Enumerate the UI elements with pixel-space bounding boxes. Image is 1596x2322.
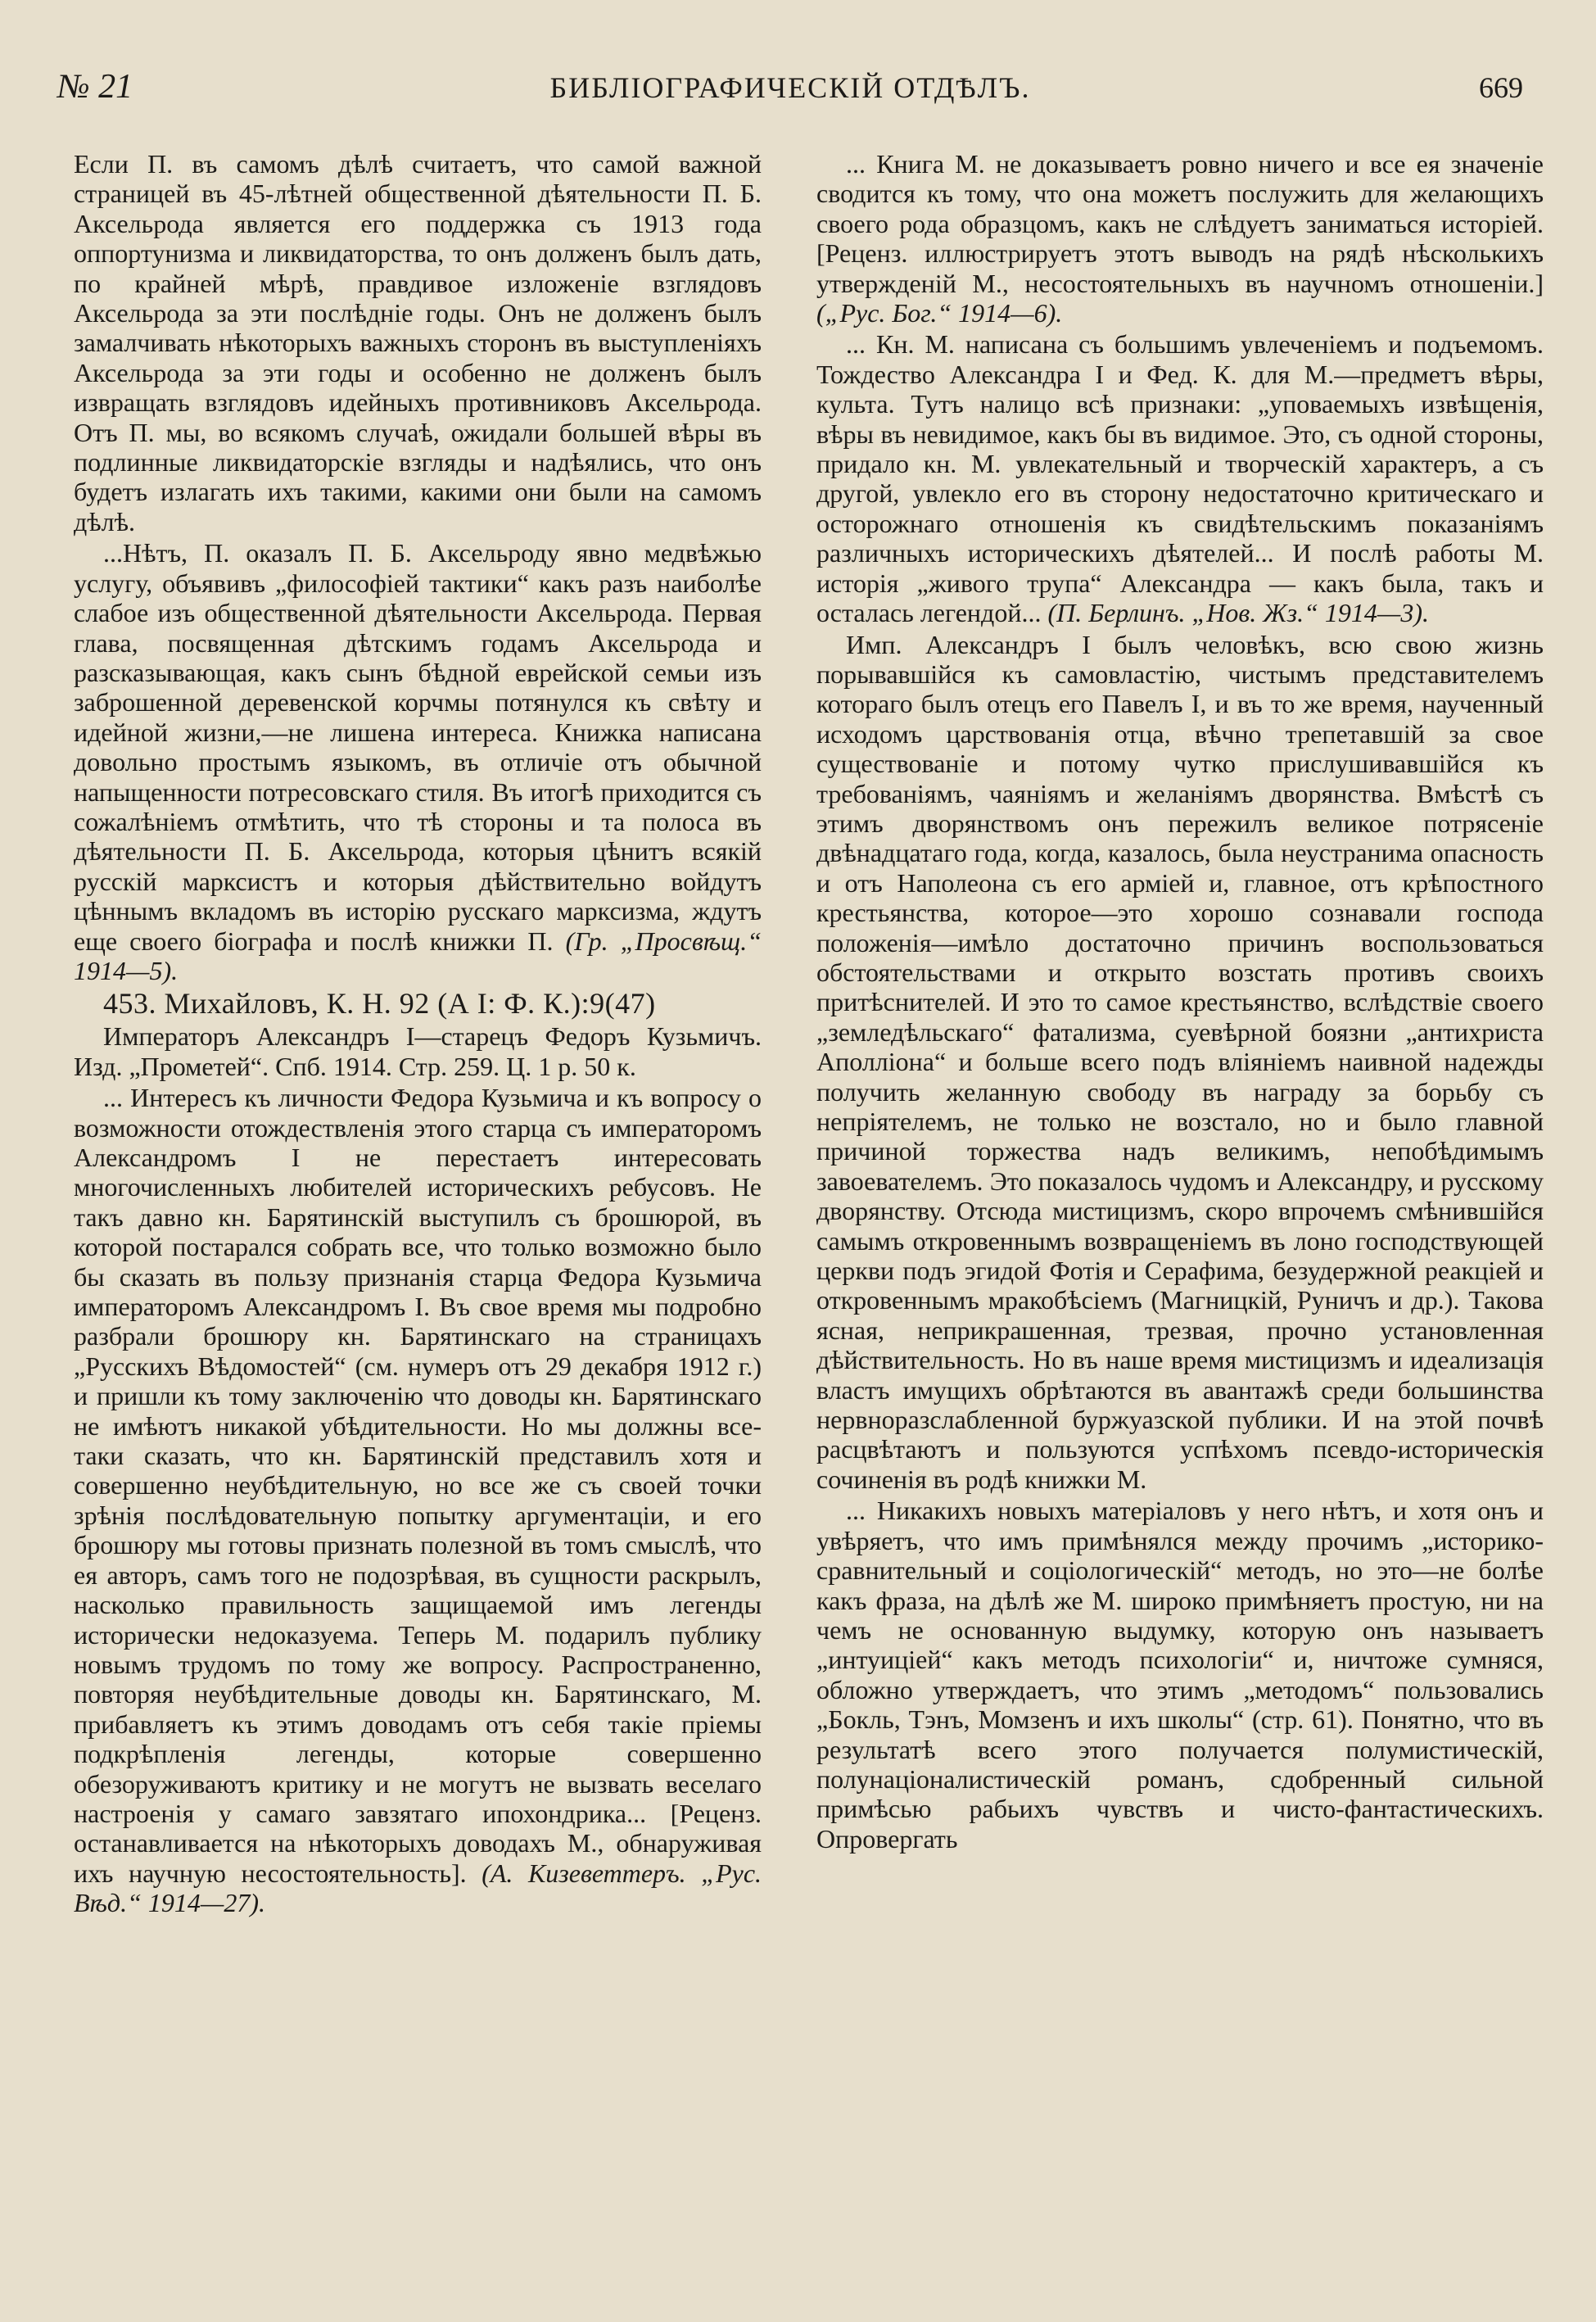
paragraph-text: ... Кн. М. написана съ большимъ увлеченіемъ и подъемомъ. Тождество Александра I и Фед. К. для М.—предметъ вѣры, культа. Тутъ налицо всѣ признаки: „уповаемыхъ извѣщенія, вѣры въ невидимое, какъ бы въ видимое. Это, съ одной стороны, придало кн. М. увлекательный и творческій характеръ, а съ другой, увлекло его въ сторону недостаточно критическаго и осторожнаго отношенія къ свидѣтельскимъ показаніямъ различныхъ историческихъ дѣятелей... И послѣ работы М. исторія „живого трупа“ Александра — какъ была, такъ и осталась легендой... [816,329,1544,628]
page-header [57,67,1523,116]
paragraph: Имп. Александръ I былъ человѣкъ, всю свою жизнь порывавшійся къ самовластію, чистымъ представителемъ котораго былъ отецъ его Павелъ I, и въ то же время, наученный исходомъ царствованія отца, вѣчно трепетавшій за свое существованіе и потому чутко прислушивавшійся къ требованіямъ, чаяніямъ и желаніямъ дворянства. Вмѣстѣ съ этимъ дворянствомъ онъ пережилъ великое потрясеніе двѣнадцатаго года, когда, казалось, была неустранима опасность и отъ Наполеона съ его арміей и, главное, отъ крѣпостного крестьянства, которое—это хорошо сознавали господа положенія—имѣло достаточно причинъ воспользоваться обстоятельствами и открыто возстать противъ своихъ притѣснителей. И это то самое крестьянство, вслѣдствіе своего „земледѣльскаго“ фатализма, суевѣрной боязни „антихриста Аполліона“ и больше всего подъ вліяніемъ наивной надежды получить желанную свободу въ награду за борьбу съ непріятелемъ, не только не возстало, но и было главной причиной торжества надъ великимъ, непобѣдимымъ завоевателемъ. Это показалось чудомъ и Александру, и русскому дворянству. Отсюда мистицизмъ, скоро впрочемъ смѣнившійся самымъ откровеннымъ возвращеніемъ въ лоно господствующей церкви подъ эгидой Фотія и Серафима, безудержной реакціей и откровеннымъ мракобѣсіемъ (Магницкій, Руничъ и др.). Такова ясная, неприкрашенная, трезвая, прочно установленная дѣйствительность. Но въ наше время мистицизмъ и идеализація властъ имущихъ обрѣтаются въ авантажѣ среди большинства нервноразслабленной буржуазской публики. И на этой почвѣ расцвѣтаютъ и пользуются успѣхомъ псевдо-историческія сочиненія въ родѣ книжки М. [816,629,1544,1494]
left-column [74,149,762,1920]
right-column [816,149,1544,1855]
paragraph [74,538,762,985]
citation: (П. Берлинъ. „Нов. Жз.“ 1914—3). [1047,598,1429,628]
issue-number: № 21 [57,68,133,106]
paragraph [816,329,1544,627]
entry-heading: 453. Михайловъ, К. Н. 92 (А I: Ф. К.):9(47) [103,987,656,1021]
paragraph [816,149,1544,328]
citation: (Гр. „Просвѣщ.“ 1914—5). [74,926,762,985]
citation: (А. Кизеветтеръ. „Рус. Вѣд.“ 1914—27). [74,1858,762,1918]
citation: („Рус. Бог.“ 1914—6). [816,298,1063,328]
page-number: 669 [1479,71,1523,104]
entry-title: Императоръ Александръ I—старецъ Федоръ Кузьмичъ. Изд. „Прометей“. Спб. 1914. Стр. 259. Ц. 1 р. 50 к. [74,1021,762,1081]
section-title: БИБЛІОГРАФИЧЕСКІЙ ОТДѢЛЪ. [549,71,1031,104]
paragraph: ... Никакихъ новыхъ матеріаловъ у него нѣтъ, и хотя онъ и увѣряетъ, что имъ примѣнялся между прочимъ „историко-сравнительный и соціологическій“ методъ, но это—не болѣе какъ фраза, на дѣлѣ же М. широко примѣняетъ простую, ни на чемъ не основанную выдумку, которую онъ называетъ „интуиціей“ какъ методъ психологіи“ и, ничтоже сумняся, обложно утверждаетъ, что этимъ „методомъ“ пользовались „Бокль, Тэнъ, Момзенъ и ихъ школы“ (стр. 61). Понятно, что въ результатѣ всего этого получается полумистическій, полунаціоналистическій романъ, сдобренный сильной примѣсью рабьихъ чувствъ и чисто-фантастическихъ. Опровергать [816,1496,1544,1854]
paragraph-text: ...Нѣтъ, П. оказалъ П. Б. Аксельроду явно медвѣжью услугу, объявивъ „философіей тактики“ какъ разъ наиболѣе слабое изъ общественной дѣятельности Аксельрода. Первая глава, посвященная дѣтскимъ годамъ Аксельрода и разсказывающая, какъ сынъ бѣдной еврейской семьи изъ заброшенной деревенской корчмы потянулся къ свѣту и идейной жизни,—не лишена интереса. Книжка написана довольно простымъ языкомъ, въ отличіе отъ обычной напыщенности потресовскаго стиля. Въ итогѣ приходится съ сожалѣніемъ отмѣтить, что тѣ стороны и та полоса въ дѣятельности П. Б. Аксельрода, которыя цѣнитъ всякій русскій марксистъ и которыя дѣйствительно войдутъ цѣннымъ вкладомъ въ исторію русскаго марксизма, ждутъ еще своего біографа и послѣ книжки П. [74,538,762,956]
paragraph: Если П. въ самомъ дѣлѣ считаетъ, что самой важной страницей въ 45-лѣтней общественной дѣятельности П. Б. Аксельрода является его поддержка съ 1913 года оппортунизма и ликвидаторства, то онъ долженъ былъ дать, по крайней мѣрѣ, правдивое изложеніе взглядовъ Аксельрода за эти послѣдніе годы. Онъ не долженъ былъ замалчивать нѣкоторыхъ важныхъ сторонъ въ выступленіяхъ Аксельрода за эти годы и особенно не долженъ былъ извращать взглядовъ идейныхъ противниковъ Аксельрода. Отъ П. мы, во всякомъ случаѣ, ожидали большей вѣры въ подлинные ликвидаторскіе взгляды и надѣялись, что онъ будетъ излагать ихъ такими, какими они были на самомъ дѣлѣ. [74,149,762,536]
paragraph-text: ... Интересъ къ личности Федора Кузьмича и къ вопросу о возможности отождествленія этого старца съ императоромъ Александромъ I не перестаетъ интересовать многочисленныхъ любителей историческихъ ребусовъ. Не такъ давно кн. Барятинскій выступилъ съ брошюрой, въ которой постарался собрать все, что только возможно было бы сказать въ пользу признанія старца Федора Кузьмича императоромъ Александромъ I. Въ свое время мы подробно разбрали брошюру кн. Барятинскаго на страницахъ „Русскихъ Вѣдомостей“ (см. нумеръ отъ 29 декабря 1912 г.) и пришли къ тому заключенію что доводы кн. Барятинскаго не имѣютъ никакой убѣдительности. Но мы должны все-таки сказать, что кн. Барятинскій представилъ хотя и совершенно неубѣдительную, но все же съ своей точки зрѣнія послѣдовательную попытку аргументаціи, и его брошюру мы готовы признать полезной въ томъ смыслѣ, что ея авторъ, самъ того не подозрѣвая, въ сущности раскрылъ, насколько правильность защищаемой имъ легенды исторически недоказуема. Теперь М. подарилъ публику новымъ трудомъ по тому же вопросу. Распространенно, повторяя неубѣдительные доводы кн. Барятинскаго, М. прибавляетъ къ этимъ доводамъ отъ себя такіе пріемы подкрѣпленія легенды, которые совершенно обезоруживаютъ критику и не могутъ не вызвать веселаго настроенія у самаго завзятаго ипохондрика... [Реценз. останавливается на нѣкоторыхъ доводахъ М., обнаруживая ихъ научную несостоятельность]. [74,1083,762,1888]
paragraph [74,1083,762,1917]
paragraph-text: ... Книга М. не доказываетъ ровно ничего и все ея значеніе сводится къ тому, что она можетъ послужить для желающихъ своего рода образцомъ, какъ не слѣдуетъ заниматься исторіей. [Реценз. иллюстрируетъ этотъ выводъ на рядѣ нѣсколькихъ утвержденій М., несостоятельныхъ въ научномъ отношеніи.] [816,149,1544,298]
